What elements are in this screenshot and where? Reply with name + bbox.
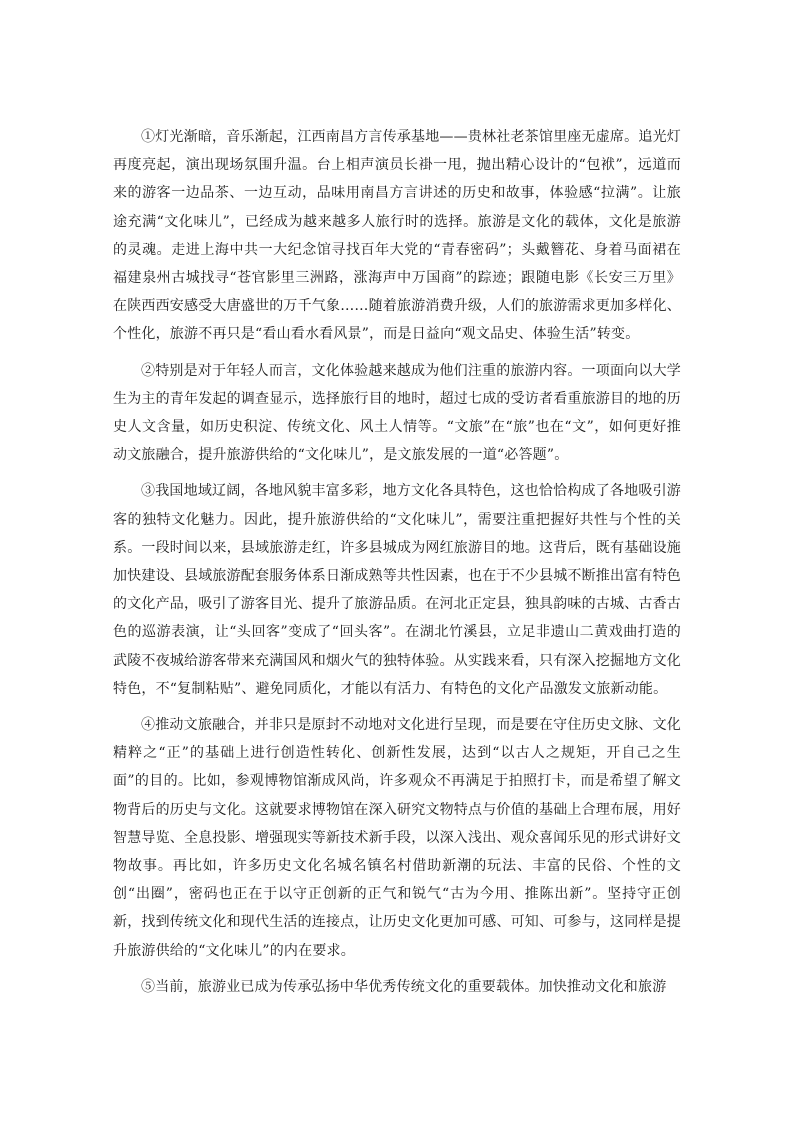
paragraph-4: ④推动文旅融合，并非只是原封不动地对文化进行呈现，而是要在守住历史文脉、文化精粹之“正”的基础上进行创造性转化、创新性发展，达到“以古人之规矩，开自己之生面”的目的。比如，参观博物馆渐成风尚，许多观众不再满足于拍照打卡，而是希望了解文物背后的历史与文化。这就要求博物馆在深入研究文物特点与价值的基础上合理布展，用好智慧导览、全息投影、增强现实等新技术新手段，以深入浅出、观众喜闻乐见的形式讲好文物故事。再比如，许多历史文化名城名镇名村借助新潮的玩法、丰富的民俗、个性的文创“出圈”，密码也正在于以守正创新的正气和锐气“古为今用、推陈出新”。坚持守正创新，找到传统文化和现代生活的连接点，让历史文化更加可感、可知、可参与，这同样是提升旅游供给的“文化味儿”的内在要求。 [113, 717, 681, 959]
paragraph-2: ②特别是对于年轻人而言，文化体验越来越成为他们注重的旅游内容。一项面向以大学生为主的青年发起的调查显示，选择旅行目的地时，超过七成的受访者看重旅游目的地的历史人文含量，如历史积淀、传统文化、风土人情等。“文旅”在“旅”也在“文”，如何更好推动文旅融合，提升旅游供给的“文化味儿”，是文旅发展的一道“必答题”。 [113, 362, 681, 464]
paragraph-1: ①灯光渐暗，音乐渐起，江西南昌方言传承基地——贵林社老茶馆里座无虚席。追光灯再度亮起，演出现场氛围升温。台上相声演员长褂一甩，抛出精心设计的“包袱”，远道而来的游客一边品茶、一边互动，品味用南昌方言讲述的历史和故事，体验感“拉满”。让旅途充满“文化味儿”，已经成为越来越多人旅行时的选择。旅游是文化的载体，文化是旅游的灵魂。走进上海中共一大纪念馆寻找百年大党的“青春密码”；头戴簪花、身着马面裙在福建泉州古城找寻“苍官影里三洲路，涨海声中万国商”的踪迹；跟随电影《长安三万里》在陕西西安感受大唐盛世的万千气象……随着旅游消费升级，人们的旅游需求更加多样化、个性化，旅游不再只是“看山看水看风景”，而是日益向“观文品史、体验生活”转变。 [113, 129, 681, 343]
article-body [113, 123, 681, 1009]
paragraph-5: ⑤当前，旅游业已成为传承弘扬中华优秀传统文化的重要载体。加快推动文化和旅游 [141, 978, 667, 995]
paragraph-3: ③我国地域辽阔，各地风貌丰富多彩，地方文化各具特色，这也恰恰构成了各地吸引游客的独特文化魅力。因此，提升旅游供给的“文化味儿”，需要注重把握好共性与个性的关系。一段时间以来，县域旅游走红，许多县城成为网红旅游目的地。这背后，既有基础设施加快建设、县域旅游配套服务体系日渐成熟等共性因素，也在于不少县城不断推出富有特色的文化产品，吸引了游客目光、提升了旅游品质。在河北正定县，独具韵味的古城、古香古色的巡游表演，让“头回客”变成了“回头客”。在湖北竹溪县，立足非遗山二黄戏曲打造的武陵不夜城给游客带来充满国风和烟火气的独特体验。从实践来看，只有深入挖掘地方文化特色，不“复制粘贴”、避免同质化，才能以有活力、有特色的文化产品激发文旅新动能。 [113, 483, 681, 697]
